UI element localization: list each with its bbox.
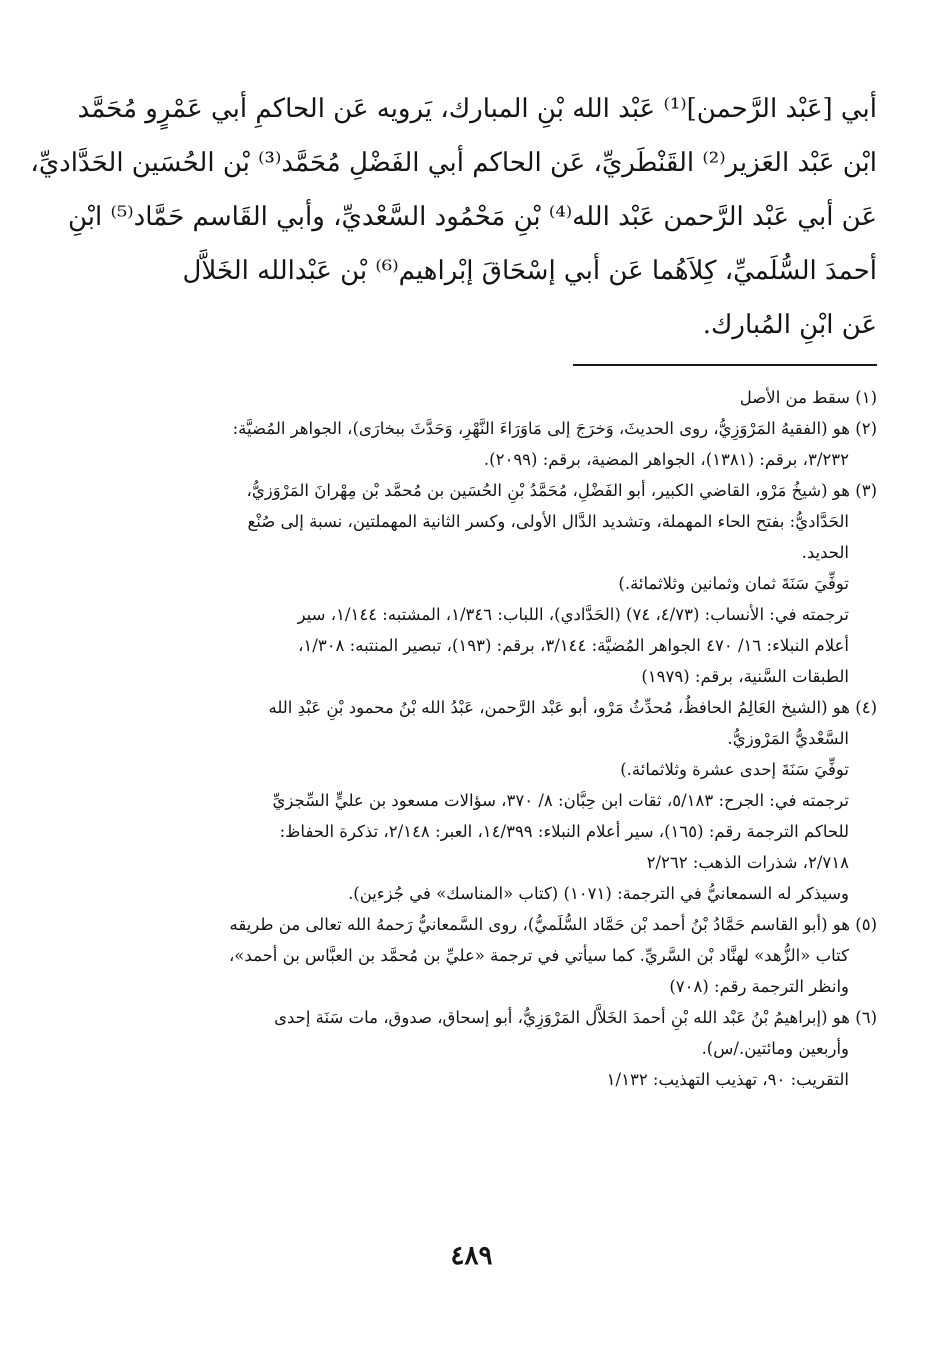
footnote-4-sources-continuation: ٢/٧١٨، شذرات الذهب: ٢/٢٦٢ (646, 853, 849, 872)
footnotes-block (66, 382, 877, 1095)
main-text-block (30, 82, 877, 352)
footnote-5-continuation: وانظر الترجمة رقم: (٧٠٨) (669, 977, 849, 996)
footnote-3-continuation: الحَدَّاديُّ: بفتح الحاء المهملة، وتشديد الدَّال الأولى، وكسر الثانية المهملتين، نسبة إلى صُنْع (247, 512, 849, 531)
footnote-4-sources: ترجمته في: الجرح: ٥/١٨٣، ثقات ابن حِبَّان: ٨/ ٣٧٠، سؤالات مسعود بن عليٍّ السِّجزيِّ (272, 791, 849, 810)
footnote-2-continuation: ٣/٢٣٢، برقم: (١٣٨١)، الجواهر المضية، برقم: (٢٠٩٩). (483, 450, 849, 469)
footnote-6: (٦) هو (إبراهيمُ بْنُ عَبْد الله بْنِ أحمدَ الخَلاَّل المَرْوَزِيُّ، أبو إسحاق، صدوق، مات سَنَة إحدى (274, 1008, 877, 1027)
footnote-3-sources-continuation: الطبقات السَّنية، برقم: (١٩٧٩) (641, 667, 849, 686)
footnote-3-death-note: توفِّيَ سَنَةَ ثمان وثمانين وثلاثمائة.) (618, 574, 849, 593)
footnote-4-continuation: السَّعْديُّ المَرْوزيُّ. (727, 729, 849, 748)
footnote-4-sources-continuation: للحاكم الترجمة رقم: (١٦٥)، سير أعلام النبلاء: ١٤/٣٩٩، العبر: ٢/١٤٨، تذكرة الحفاظ: (279, 822, 849, 841)
main-text-line: ابْن عَبْد العَزير⁽²⁾ القَنْطَريِّ، عَن الحاكم أبي الفَضْلِ مُحَمَّد⁽³⁾ بْن الحُسَين الحَدَّاديِّ، (30, 148, 877, 178)
main-text-line: عَن أبي عَبْد الرَّحمن عَبْد الله⁽⁴⁾ بْنِ مَحْمُود السَّعْديِّ، وأبي القَاسم حَمَّاد⁽⁵⁾ ابْنِ (67, 202, 877, 232)
footnote-4-death-note: توفِّيَ سَنَةَ إحدى عشرة وثلاثمائة.) (620, 760, 849, 779)
footnote-6-continuation: وأربعين ومائتين./س). (701, 1039, 849, 1058)
page-number: ٤٨٩ (450, 1241, 493, 1271)
main-text-line: أبي [عَبْد الرَّحمن]⁽¹⁾ عَبْد الله بْنِ المبارك، يَرويه عَن الحاكمِ أبي عَمْرٍو مُحَمَّد (77, 94, 877, 124)
footnote-3-sources: ترجمته في: الأنساب: (٤/٧٣، ٧٤) (الحَدَّادي)، اللباب: ١/٣٤٦، المشتبه: ١/١٤٤، سير (297, 605, 849, 624)
footnote-3: (٣) هو (شيخُ مَرْو، القاضي الكبير، أبو الفَضْلِ، مُحَمَّدُ بْنِ الحُسَين بن مُحمَّد بْن مِهْرانَ المَرْوَزيُّ، (246, 481, 877, 500)
footnote-3-continuation: الحديد. (801, 543, 849, 562)
footnote-2: (٢) هو (الفقيهُ المَرْوَزِيُّ، روى الحديثَ، وَخرَجَ إلى مَاوَرَاءَ النَّهْرِ، وَحَدَّثَ ببخارَى)، الجواهر المُضيَّة: (232, 419, 877, 438)
footnote-4: (٤) هو (الشيخ العَالِمُ الحافظُ، مُحدِّثُ مَرْو، أبو عَبْد الرَّحمن، عَبْدُ الله بْنُ محمود بْنِ عَبْدِ الله (268, 698, 877, 717)
footnote-3-sources-continuation: أعلام النبلاء: ١٦/ ٤٧٠ الجواهر المُضيَّة: ٣/١٤٤، برقم: (١٩٣)، تبصير المنتبه: ١/٣٠٨، (298, 636, 849, 655)
footnote-6-sources: التقريب: ٩٠، تهذيب التهذيب: ١/١٣٢ (606, 1070, 849, 1089)
footnote-5-continuation: كتاب «الزُّهد» لهنَّاد بْن السَّريِّ. كما سيأتي في ترجمة «عليِّ بن مُحمَّد بن العبَّاس بن أحمد»، (228, 946, 849, 965)
main-text-line: عَن ابْنِ المُبارك. (702, 310, 877, 340)
footnote-5: (٥) هو (أبو القاسم حَمَّادُ بْنُ أحمد بْن حَمَّاد السُّلَميُّ)، روى السَّمعانيُّ رَحمهُ الله تعالى من طريقه (229, 915, 877, 934)
footnote-1: (١) سقط من الأصل (739, 388, 877, 407)
footnote-4-extra-note: وسيذكر له السمعانيُّ في الترجمة: (١٠٧١) (كتاب «المناسك» في جُزءين). (348, 884, 849, 903)
footnote-separator (573, 364, 877, 366)
main-text-line: أحمدَ السُّلَميِّ، كِلاَهُما عَن أبي إسْحَاقَ إبْراهيم⁽⁶⁾ بْن عَبْدالله الخَلاَّل (182, 256, 877, 286)
